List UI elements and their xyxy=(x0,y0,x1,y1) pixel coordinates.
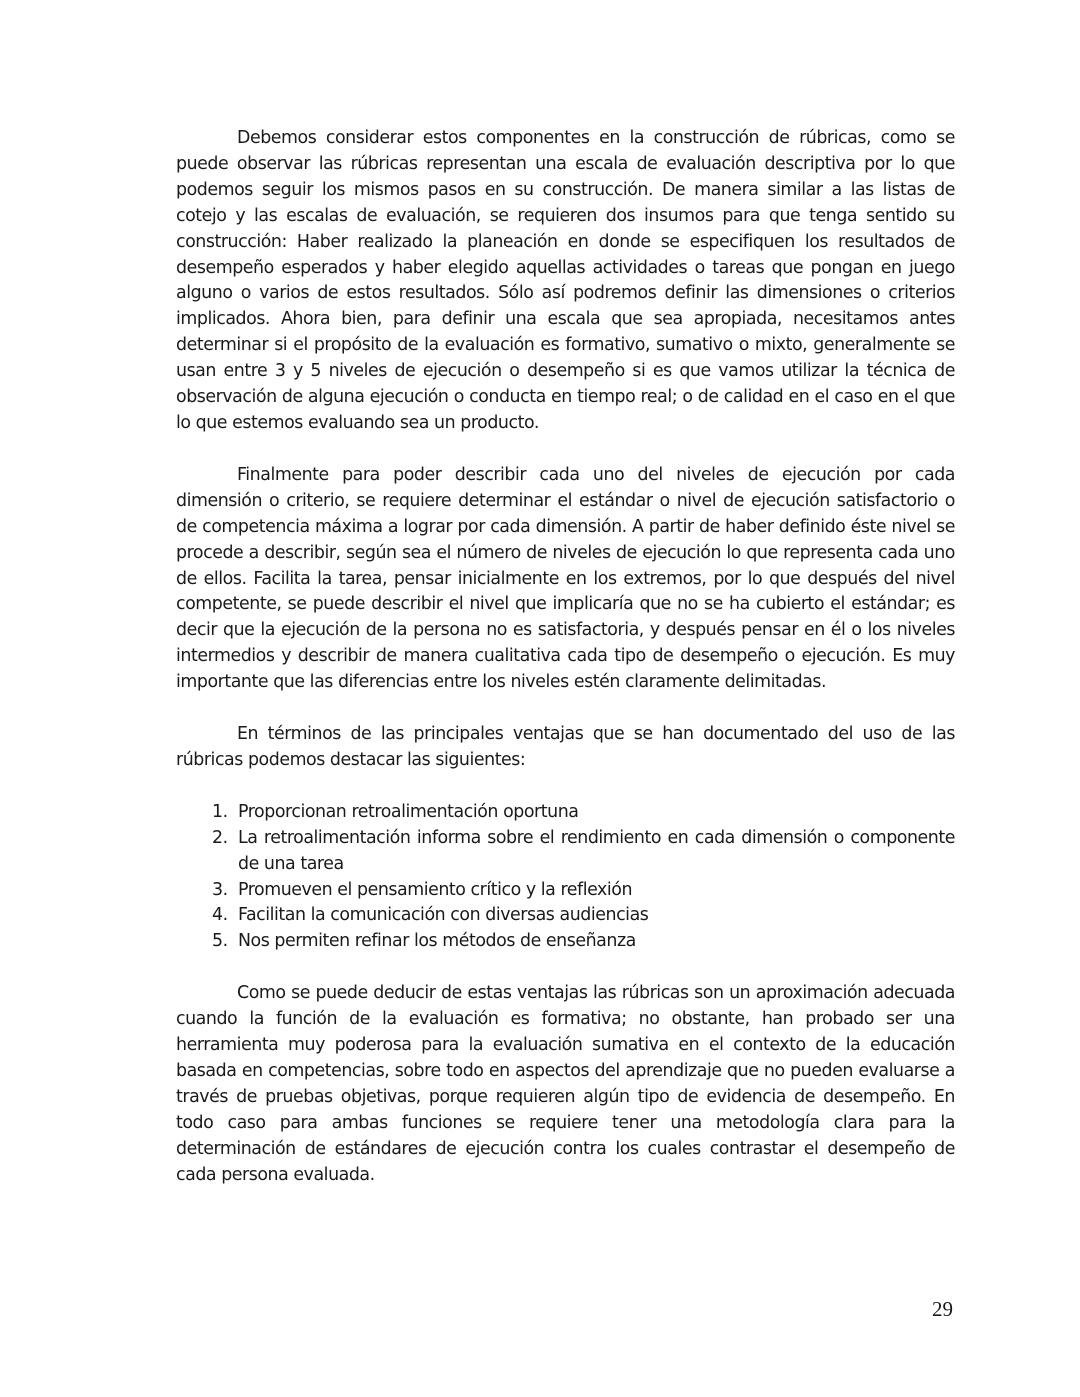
list-item-number: 1. xyxy=(212,801,228,822)
list-item-text: La retroalimentación informa sobre el rendimiento en cada dimensión o componente de una tarea xyxy=(238,827,955,874)
advantages-list xyxy=(176,800,955,955)
list-item-number: 5. xyxy=(212,931,228,952)
document-body xyxy=(176,126,955,1189)
list-item-text: Proporcionan retroalimentación oportuna xyxy=(238,801,579,822)
list-item xyxy=(176,826,955,878)
list-item-number: 4. xyxy=(212,905,228,926)
paragraph-conclusion: Como se puede deducir de estas ventajas las rúbricas son un aproximación adecuada cuando la función de la evaluación es formativa; no obstante, han probado ser una herramienta muy poderosa para la evaluación sumativa en el contexto de la educación basada en competencias, sobre todo en aspectos del aprendizaje que no pueden evaluarse a través de pruebas objetivas, porque requieren algún tipo de evidencia de desempeño. En todo caso para ambas funciones se requiere tener una metodología clara para la determinación de estándares de ejecución contra los cuales contrastar el desempeño de cada persona evaluada. xyxy=(176,983,955,1185)
list-item-text: Facilitan la comunicación con diversas audiencias xyxy=(238,905,649,926)
list-item xyxy=(176,800,955,826)
list-item-number: 3. xyxy=(212,879,228,900)
list-item xyxy=(176,903,955,929)
paragraph-levels: Finalmente para poder describir cada uno del niveles de ejecución por cada dimensión o criterio, se requiere determinar el estándar o nivel de ejecución satisfactorio o de competencia máxima a lograr por cada dimensión. A partir de haber definido éste nivel se procede a describir, según sea el número de niveles de ejecución lo que representa cada uno de ellos. Facilita la tarea, pensar inicialmente en los extremos, por lo que después del nivel competente, se puede describir el nivel que implicaría que no se ha cubierto el estándar; es decir que la ejecución de la persona no es satisfactoria, y después pensar en él o los niveles intermedios y describir de manera cualitativa cada tipo de desempeño o ejecución. Es muy importante que las diferencias entre los niveles estén claramente delimitadas. xyxy=(176,464,955,693)
list-item xyxy=(176,929,955,955)
list-item xyxy=(176,878,955,904)
list-item-number: 2. xyxy=(212,827,228,848)
paragraph-components: Debemos considerar estos componentes en la construcción de rúbricas, como se puede observar las rúbricas representan una escala de evaluación descriptiva por lo que podemos seguir los mismos pasos en su construcción. De manera similar a las listas de cotejo y las escalas de evaluación, se requieren dos insumos para que tenga sentido su construcción: Haber realizado la planeación en donde se especifiquen los resultados de desempeño esperados y haber elegido aquellas actividades o tareas que pongan en juego alguno o varios de estos resultados. Sólo así podremos definir las dimensiones o criterios implicados. Ahora bien, para definir una escala que sea apropiada, necesitamos antes determinar si el propósito de la evaluación es formativo, sumativo o mixto, generalmente se usan entre 3 y 5 niveles de ejecución o desempeño si es que vamos utilizar la técnica de observación de alguna ejecución o conducta en tiempo real; o de calidad en el caso en el que lo que estemos evaluando sea un producto. xyxy=(176,128,955,433)
list-item-text: Promueven el pensamiento crítico y la reflexión xyxy=(238,879,633,900)
paragraph-advantages-intro: En términos de las principales ventajas que se han documentado del uso de las rúbricas podemos destacar las siguientes: xyxy=(176,724,955,770)
list-item-text: Nos permiten refinar los métodos de enseñanza xyxy=(238,931,636,952)
page-number: 29 xyxy=(932,1297,953,1321)
